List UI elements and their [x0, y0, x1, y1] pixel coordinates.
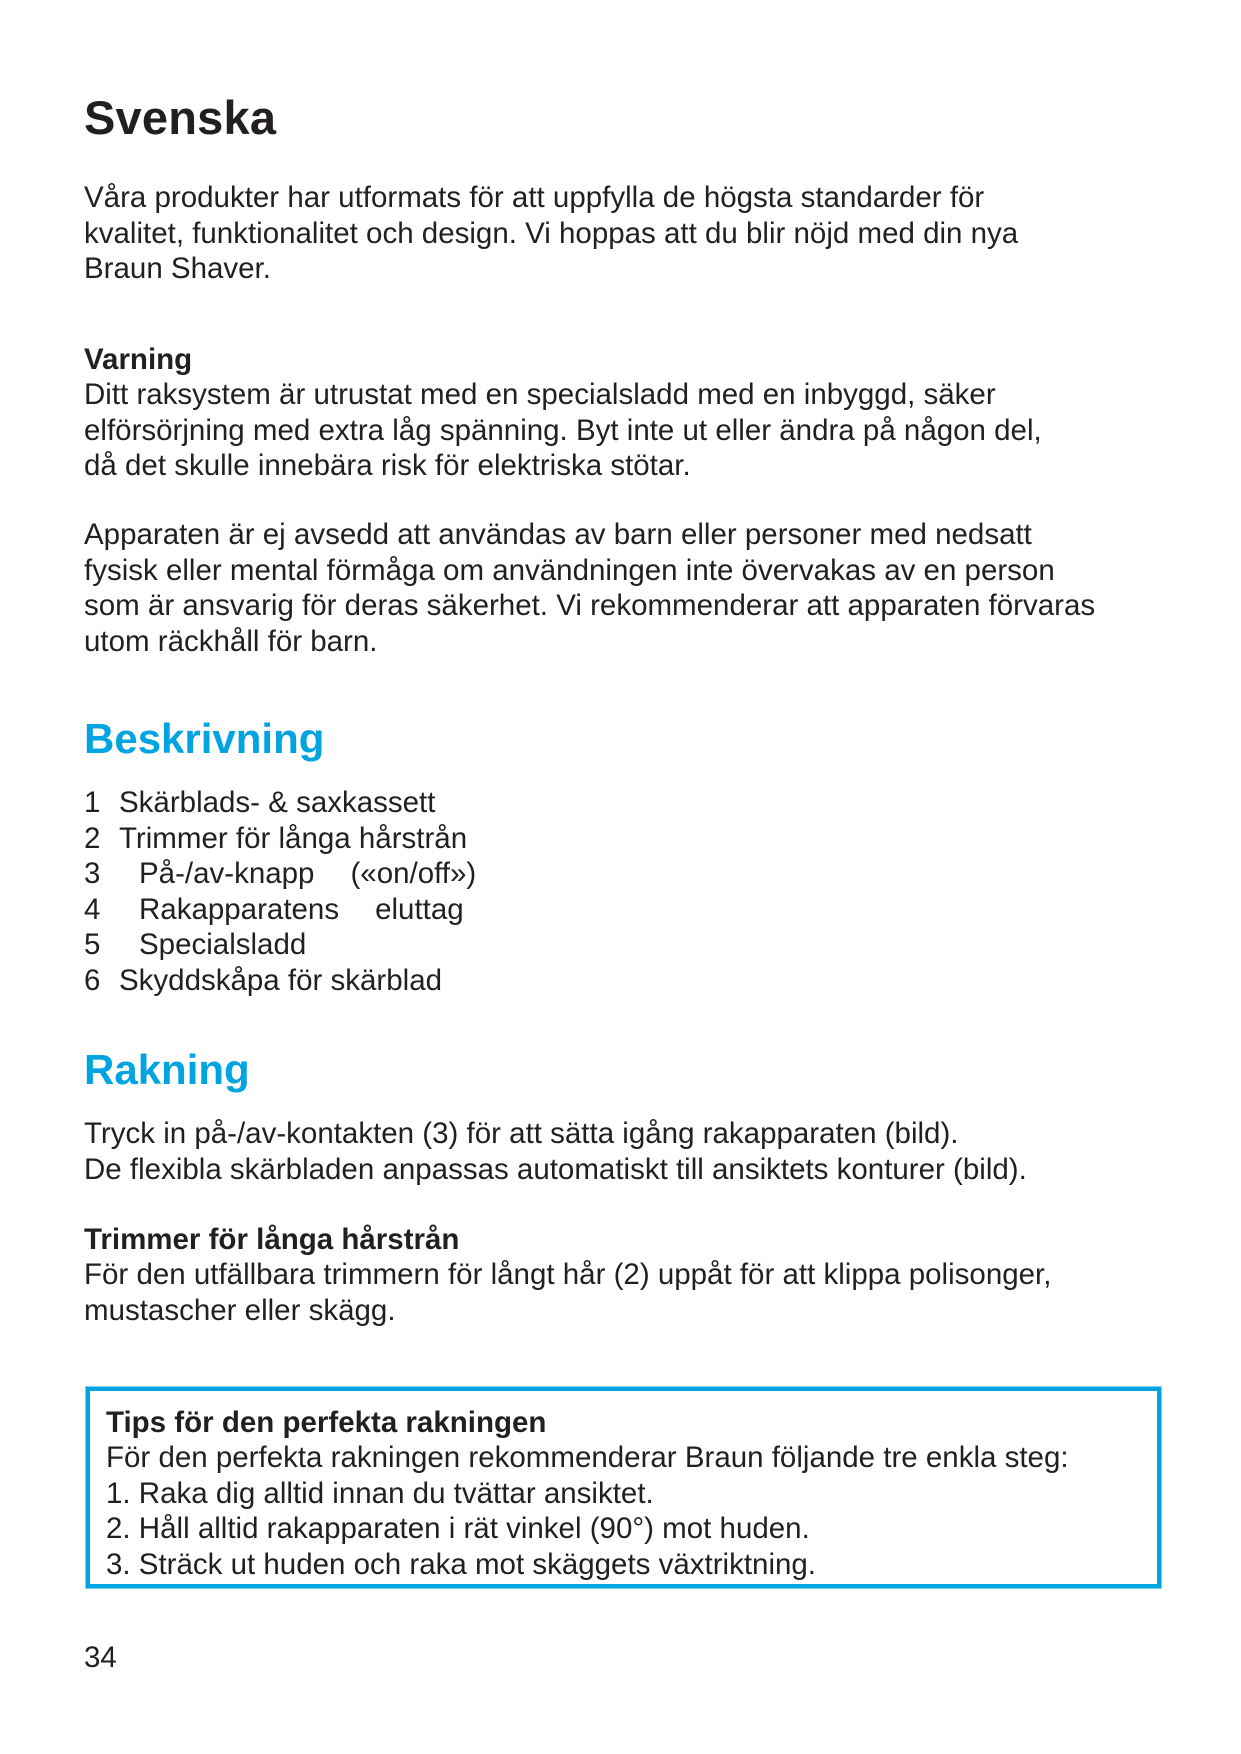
trimmer-heading: Trimmer för långa hårstrån — [84, 1223, 460, 1256]
item-label: Skärblads- & saxkassett — [119, 786, 436, 819]
item-number: 3 — [84, 857, 101, 890]
intro-line: Våra produkter har utformats för att uppfylla de högsta standarder för — [84, 181, 985, 214]
warning-line: Apparaten är ej avsedd att användas av barn eller personer med nedsatt — [84, 518, 1032, 551]
item-number: 5 — [84, 928, 101, 961]
warning-line: som är ansvarig för deras säkerhet. Vi rekommenderar att apparaten förvaras — [84, 589, 1096, 622]
trimmer-line: För den utfällbara trimmern för långt hår (2) uppåt för att klippa polisonger, — [84, 1258, 1052, 1291]
intro-line: kvalitet, funktionalitet och design. Vi hoppas att du blir nöjd med din nya — [84, 216, 1019, 250]
shaving-paragraph — [84, 1116, 1027, 1187]
warning-line: elförsörjning med extra låg spänning. Byt inte ut eller ändra på någon del, — [84, 413, 1042, 447]
warning-line: fysisk eller mental förmåga om användningen inte övervakas av en person — [84, 553, 1055, 587]
tips-line: 2. Håll alltid rakapparaten i rät vinkel (90°) mot huden. — [106, 1512, 810, 1545]
item-label-suffix: eluttag — [375, 892, 464, 926]
item-label: Specialsladd — [139, 928, 307, 961]
shaving-heading: Rakning — [84, 1046, 250, 1093]
item-number: 1 — [84, 786, 101, 819]
warning-line: Ditt raksystem är utrustat med en specialsladd med en inbyggd, säker — [84, 378, 996, 411]
manual-page — [84, 0, 1174, 1754]
warning-paragraph — [84, 377, 1042, 484]
tips-line: 1. Raka dig alltid innan du tvättar ansiktet. — [106, 1476, 654, 1510]
item-label: På-/av-knapp — [139, 857, 315, 890]
item-label-suffix: («on/off») — [350, 857, 477, 890]
tips-box — [86, 1387, 1161, 1588]
list-item — [84, 892, 476, 928]
item-label: Trimmer för långa hårstrån — [119, 821, 468, 855]
page-title: Svenska — [84, 91, 277, 144]
children-warning-paragraph — [84, 517, 1095, 659]
list-item — [84, 821, 476, 857]
warning-heading: Varning — [84, 343, 193, 376]
item-label: Rakapparatens — [139, 892, 340, 926]
shaving-line: De flexibla skärbladen anpassas automatiskt till ansiktets konturer (bild). — [84, 1152, 1027, 1186]
list-item — [84, 785, 476, 821]
item-label: Skyddskåpa för skärblad — [119, 963, 443, 997]
shaving-line: Tryck in på-/av-kontakten (3) för att sätta igång rakapparaten (bild). — [84, 1117, 959, 1150]
warning-line: då det skulle innebära risk för elektriska stötar. — [84, 449, 691, 482]
item-number: 2 — [84, 821, 101, 855]
tips-paragraph — [106, 1440, 1069, 1582]
trimmer-paragraph — [84, 1257, 1051, 1328]
warning-line: utom räckhåll för barn. — [84, 624, 378, 658]
intro-line: Braun Shaver. — [84, 252, 271, 285]
tips-line: För den perfekta rakningen rekommenderar Braun följande tre enkla steg: — [106, 1441, 1069, 1474]
item-number: 4 — [84, 892, 101, 926]
tips-line: 3. Sträck ut huden och raka mot skäggets växtriktning. — [106, 1547, 817, 1581]
tips-heading: Tips för den perfekta rakningen — [106, 1406, 547, 1439]
description-heading: Beskrivning — [84, 715, 325, 762]
description-list — [84, 785, 476, 998]
list-item — [84, 963, 476, 999]
list-item — [84, 856, 476, 892]
page-number: 34 — [84, 1641, 117, 1674]
trimmer-line: mustascher eller skägg. — [84, 1293, 396, 1327]
intro-paragraph — [84, 180, 1018, 287]
item-number: 6 — [84, 963, 101, 997]
list-item — [84, 927, 476, 963]
